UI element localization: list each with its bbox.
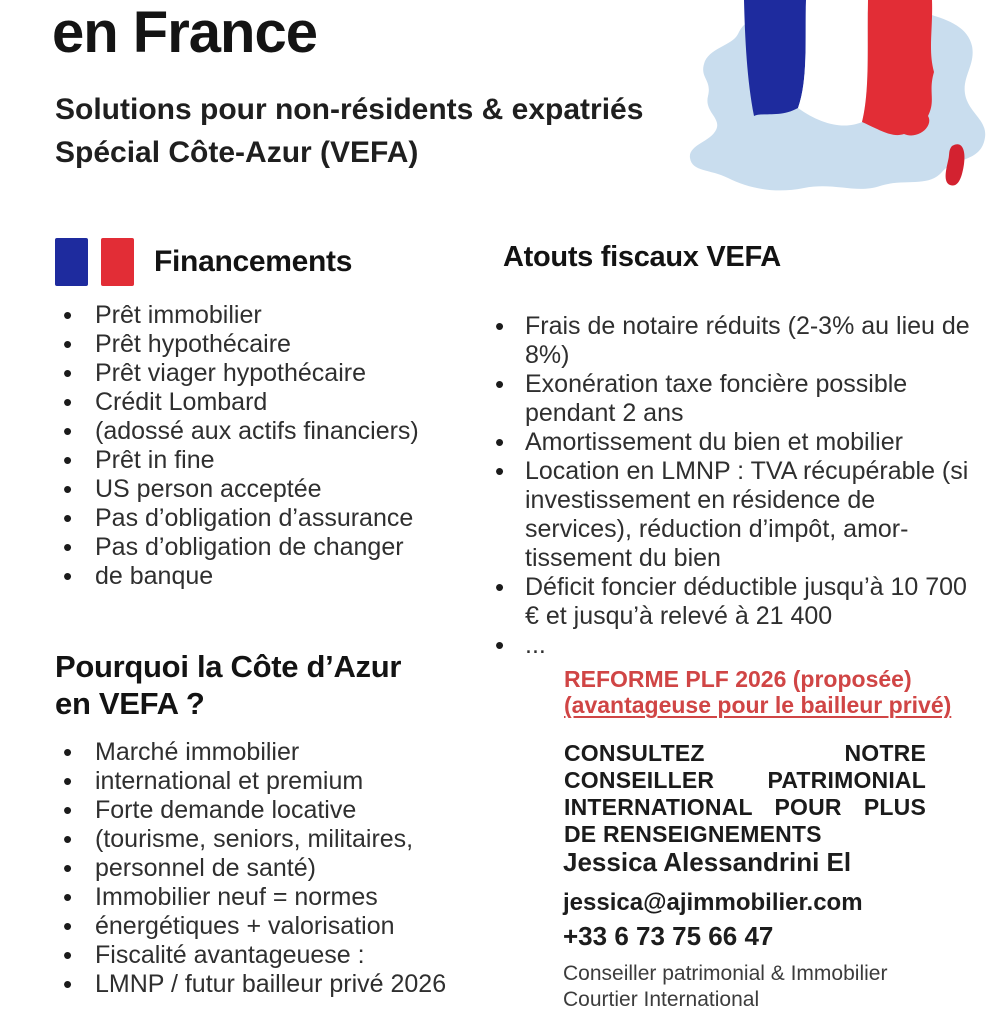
contact-email: jessica@ajimmobilier.com bbox=[563, 889, 863, 916]
reforme-line-2: (avantageuse pour le bailleur privé) bbox=[564, 692, 952, 718]
flag-icon-blue-band bbox=[55, 238, 88, 286]
list-item: • Pas d’obligation de changer bbox=[55, 533, 487, 562]
financements-heading: Financements bbox=[154, 245, 353, 278]
list-item: • Crédit Lombard bbox=[55, 388, 487, 417]
list-item: • Marché immobilier bbox=[55, 738, 517, 767]
list-item: • US person acceptée bbox=[55, 475, 487, 504]
atouts-heading: Atouts fiscaux VEFA bbox=[503, 241, 781, 273]
list-item: • Prêt immobilier bbox=[55, 301, 487, 330]
contact-role-line-2: Courtier International bbox=[563, 988, 760, 1011]
contact-phone: +33 6 73 75 66 47 bbox=[563, 921, 774, 951]
financements-list bbox=[55, 301, 487, 591]
flag-icon-white-band bbox=[88, 238, 101, 286]
list-item: • Exonération taxe foncière possible pendant 2 ans bbox=[495, 370, 973, 428]
list-item: • personnel de santé) bbox=[55, 854, 517, 883]
financements-heading-row bbox=[55, 238, 487, 286]
flag-icon-red-band bbox=[101, 238, 134, 286]
page-title: en France bbox=[52, 0, 317, 65]
contact-name: Jessica Alessandrini El bbox=[563, 847, 852, 877]
list-item: • Location en LMNP : TVA récupérable (si investissement en résidence de services), réduction d’impôt, amor-tissement du bien bbox=[495, 457, 973, 573]
pourquoi-heading-line-2: en VEFA ? bbox=[55, 686, 205, 721]
list-item: • Prêt hypothécaire bbox=[55, 330, 487, 359]
list-item: • (adossé aux actifs financiers) bbox=[55, 417, 487, 446]
contact-role bbox=[563, 961, 973, 1013]
pourquoi-heading bbox=[55, 648, 517, 722]
subtitle-line-2: Spécial Côte-Azur (VEFA) bbox=[55, 136, 419, 169]
flag-red-band bbox=[862, 0, 934, 135]
atouts-list bbox=[495, 312, 973, 660]
reforme-plf-note bbox=[564, 666, 968, 718]
pourquoi-heading-line-1: Pourquoi la Côte d’Azur bbox=[55, 649, 402, 684]
list-item: • Déficit foncier déductible jusqu’à 10 700 € et jusqu’à relevé à 21 400 bbox=[495, 573, 973, 631]
list-item: • (tourisme, seniors, militaires, bbox=[55, 825, 517, 854]
list-item: • énergétiques + valorisation bbox=[55, 912, 517, 941]
flag-white-band bbox=[798, 0, 868, 126]
list-item: • Immobilier neuf = normes bbox=[55, 883, 517, 912]
list-item: • Amortissement du bien et mobilier bbox=[495, 428, 973, 457]
reforme-line-1: REFORME PLF 2026 (proposée) bbox=[564, 666, 912, 692]
contact-block bbox=[563, 847, 973, 1013]
cta-text: CONSULTEZ NOTRE CONSEILLER PATRIMONIAL INTERNATIONAL POUR PLUS DE RENSEIGNEMENTS bbox=[564, 740, 926, 847]
list-item: • de banque bbox=[55, 562, 487, 591]
list-item: • Frais de notaire réduits (2-3% au lieu de 8%) bbox=[495, 312, 973, 370]
list-item: • Prêt viager hypothécaire bbox=[55, 359, 487, 388]
subtitle-line-1: Solutions pour non-résidents & expatriés bbox=[55, 93, 644, 126]
section-atouts-fiscaux bbox=[495, 240, 973, 660]
french-flag-icon bbox=[55, 238, 134, 286]
list-item: • Forte demande locative bbox=[55, 796, 517, 825]
list-item: • Fiscalité avantageuese : bbox=[55, 941, 517, 970]
list-item: • LMNP / futur bailleur privé 2026 bbox=[55, 970, 517, 999]
list-item: • Pas d’obligation d’assurance bbox=[55, 504, 487, 533]
france-map-with-flag-illustration bbox=[652, 0, 1000, 230]
section-pourquoi-cote-azur bbox=[55, 648, 517, 999]
list-item: • Prêt in fine bbox=[55, 446, 487, 475]
page-subtitle bbox=[55, 88, 643, 174]
list-item: • international et premium bbox=[55, 767, 517, 796]
contact-role-line-1: Conseiller patrimonial & Immobilier bbox=[563, 962, 888, 985]
section-financements bbox=[55, 238, 487, 591]
flag-blue-band bbox=[744, 0, 806, 116]
list-item: • ... bbox=[495, 631, 973, 660]
pourquoi-list bbox=[55, 738, 517, 999]
